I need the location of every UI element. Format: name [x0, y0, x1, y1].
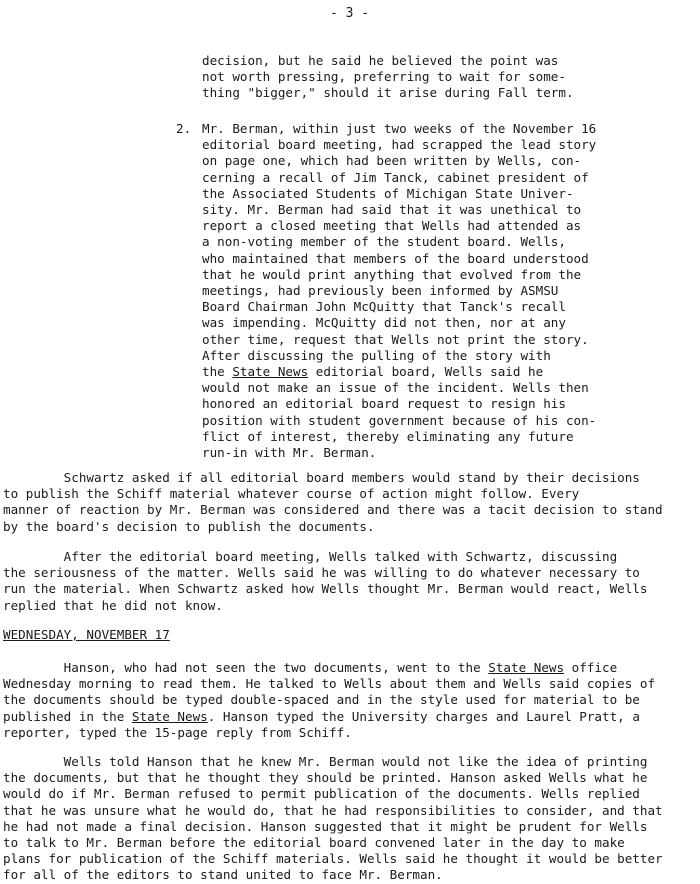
paragraph-hanson-text-3: . Hanson typed the University charges and Laurel Pratt, a reporter, typed the 15-page reply from Schiff. — [3, 708, 640, 740]
list-item-body — [202, 121, 596, 461]
continued-paragraph: decision, but he said he believed the point was not worth pressing, preferring to wait for some- thing "bigger," should it arise during Fall term. — [202, 53, 574, 101]
paragraph-hanson-text-1: Hanson, who had not seen the two documents, went to the — [3, 660, 489, 675]
paragraph-schwartz: Schwartz asked if all editorial board members would stand by their decisions to publish the Schiff material whatever course of action might follow. Every manner of reaction by Mr. Berman was considered and there was a tacit decision to stand by the board's decision to publish the documents. — [3, 470, 663, 534]
paragraph-hanson-text-2: office Wednesday morning to read them. He talked to Wells about them and Wells said copies of the documents should be typed double-spaced and in the style used for material to be published in the — [3, 660, 656, 724]
list-item-text-b: editorial board, Wells said he would not make an issue of the incident. Wells then honored an editorial board request to resign his position with student government because of his con- flict of interest, thereby eliminating any future run-in with Mr. Berman. — [202, 364, 597, 461]
paragraph-wells: Wells told Hanson that he knew Mr. Berman would not like the idea of printing the documents, but that he thought they should be printed. Hanson asked Wells what he would do if Mr. Berman refused to permit publication of the documents. Wells replied that he was unsure what he would do, that he had responsibilities to consider, and that he had not made a final decision. Hanson suggested that it might be prudent for Wells to talk to Mr. Berman before the editorial board convened later in the day to make plans for publication of the Schiff materials. Wells said he thought it would be better for all of the editors to stand united to face Mr. Berman. — [3, 754, 663, 883]
page-number: - 3 - — [330, 6, 370, 21]
publication-name-state-news: State News — [131, 708, 208, 724]
publication-name-state-news: State News — [488, 660, 565, 675]
paragraph-after-meeting: After the editorial board meeting, Wells talked with Schwartz, discussing the seriousness of the matter. Wells said he was willing to do whatever necessary to run the material. When Schwartz asked how Wells thought Mr. Berman would react, Wells replied that he did not know. — [3, 549, 648, 613]
paragraph-hanson — [3, 660, 655, 741]
list-item-2 — [176, 121, 597, 461]
publication-name-state-news: State News — [232, 364, 309, 380]
section-heading: WEDNESDAY, NOVEMBER 17 — [3, 627, 170, 642]
list-item-number: 2. — [176, 121, 192, 136]
list-item-text-a: Mr. Berman, within just two weeks of the November 16 editorial board meeting, had scrapped the lead story on page one, which had been written by Wells, con- cerning a recall of Jim Tanck, cabinet president of the Associated Students of Michigan State Univer- sity. Mr. Berman had said that it was unethical to report a closed meeting that Wells had attended as a non-voting member of the student board. Wells, who maintained that members of the board understood that he would print anything that evolved from the meetings, had previously been informed by ASMSU Board Chairman John McQuitty that Tanck's recall was impending. McQuitty did not then, nor at any other time, request that Wells not print the story. After discussing the pulling of the story with the — [202, 121, 597, 380]
